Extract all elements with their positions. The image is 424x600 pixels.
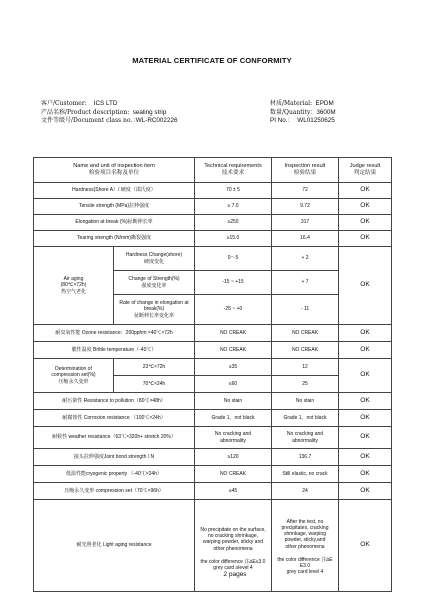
air-aging-strength-item: Change of Strength(%) 强度变化率	[114, 271, 195, 295]
docno-value: :WL-RC002226	[134, 117, 178, 125]
air-aging-elongation-item: Rate of change in elongation at break(%) 扯断伸长率变化率	[114, 295, 195, 325]
product-label: 产品名称/Product description:	[41, 108, 130, 116]
air-aging-judge: OK	[339, 247, 392, 325]
row-req-corrosion: Grade 1，not black	[195, 410, 272, 427]
header-result: Inspection result 检验结果	[272, 158, 339, 183]
row-item-light-aging: 耐光照老化 Light aging resistance	[34, 500, 195, 592]
table-row	[34, 427, 392, 449]
table-row	[34, 449, 392, 466]
air-aging-elongation-result: - 11	[272, 295, 339, 325]
row-result-weather: No cracking and abnormality	[272, 427, 339, 449]
header-item: Name and unit of inspection item 检验项目名称及单位	[34, 158, 195, 183]
row-result-compset2: 24	[272, 483, 339, 500]
row-result-tensile: 9.72	[272, 199, 339, 215]
row-judge-brittle: OK	[339, 342, 392, 359]
air-aging-group-label: Air aging (80℃×72h) 热空气老化	[34, 247, 114, 325]
row-judge-tensile: OK	[339, 199, 392, 215]
row-req-pollution: No stain	[195, 393, 272, 410]
quantity-label: 数量/Quantity：	[270, 108, 317, 116]
product-line	[41, 109, 177, 118]
row-judge-joint: OK	[339, 449, 392, 466]
air-aging-elongation-req: -25 ~ +0	[195, 295, 272, 325]
row-item-tensile: Tensile strength (MPa)拉伸强度	[34, 199, 195, 215]
row-judge-cryogenic: OK	[339, 466, 392, 483]
table-row	[34, 359, 392, 376]
air-aging-strength-req: -15 ~ +15	[195, 271, 272, 295]
quantity-line	[270, 109, 336, 118]
pino-value: WL01250625	[297, 117, 335, 125]
row-result-pollution: No stain	[272, 393, 339, 410]
row-judge-light-aging: OK	[339, 500, 392, 592]
row-result-corrosion: Grade 1，not black	[272, 410, 339, 427]
table-row	[34, 410, 392, 427]
table-header-row	[34, 158, 392, 183]
row-req-tearing: ≥15.0	[195, 231, 272, 247]
header-right-block	[270, 100, 336, 126]
air-aging-strength-result: + 7	[272, 271, 339, 295]
row-result-elongation: 317	[272, 215, 339, 231]
row-req-ozone: NO CREAK	[195, 325, 272, 342]
row-result-brittle: NO CREAK	[272, 342, 339, 359]
compression-70-result: 25	[272, 376, 339, 393]
row-req-hardness: 70 ± 5	[195, 183, 272, 199]
header-left-block	[41, 100, 177, 126]
row-item-hardness: Hardness(Shore A）/ 硬度（邵氏度）	[34, 183, 195, 199]
row-judge-weather: OK	[339, 427, 392, 449]
table-row	[34, 500, 392, 592]
row-req-compset2: ≤45	[195, 483, 272, 500]
row-item-joint: 接头拉伸强度Joint bond strength / N	[34, 449, 195, 466]
row-judge-compset2: OK	[339, 483, 392, 500]
row-req-cryogenic: NO CREAK	[195, 466, 272, 483]
row-judge-corrosion: OK	[339, 410, 392, 427]
docno-line	[41, 117, 177, 126]
table-row	[34, 393, 392, 410]
row-result-hardness: 72	[272, 183, 339, 199]
page-count-label: 2 pages	[223, 571, 247, 579]
material-line	[270, 100, 336, 109]
table-row	[34, 247, 392, 271]
row-req-joint: ≥120	[195, 449, 272, 466]
header-requirements: Technical requirements 技术要求	[195, 158, 272, 183]
table-row	[34, 183, 392, 199]
header-judge: Judge result 判定结果	[339, 158, 392, 183]
row-result-tearing: 16.4	[272, 231, 339, 247]
row-item-pollution: 耐污染性 Resistance to pollution（80℃×48h）	[34, 393, 195, 410]
compression-70-item: 70℃×24h	[114, 376, 195, 393]
table-row	[34, 231, 392, 247]
row-item-elongation: Elongation at break (%)扯断伸长率	[34, 215, 195, 231]
customer-value: ICS LTD	[93, 100, 118, 107]
customer-label: 客户/Customer:	[41, 100, 87, 107]
row-item-brittle: 脆性温度 Brittle temperature（-40℃）	[34, 342, 195, 359]
table-row	[34, 215, 392, 231]
row-item-compset2: 压缩永久变形 compression set（70℃×96h）	[34, 483, 195, 500]
row-req-tensile: ≥ 7.0	[195, 199, 272, 215]
row-item-ozone: 耐臭氧性能 Ozone resistance：200pphm ×40℃×72h	[34, 325, 195, 342]
compression-23-item: 23℃×72h	[114, 359, 195, 376]
row-item-corrosion: 耐腐蚀性 Corrosion resistance （100℃×24h）	[34, 410, 195, 427]
compression-70-req: ≤60	[195, 376, 272, 393]
row-result-light-aging: After the test, no precipitates, cracking shrinkage, warping powder, sticky,and other phenomena the color difference 注∆E E3.0 grey card level 4	[272, 500, 339, 592]
table-row	[34, 342, 392, 359]
row-result-joint: 136.7	[272, 449, 339, 466]
row-result-cryogenic: Still elastic, no crack	[272, 466, 339, 483]
row-item-tearing: Tearing strength (N/mm)撕裂强度	[34, 231, 195, 247]
row-item-weather: 耐候性 weather resistance（63℃×320h+ stretch 20%）	[34, 427, 195, 449]
material-label: 材质/Material:	[270, 100, 313, 107]
material-value: EPDM	[315, 100, 334, 107]
air-aging-hardness-result: + 2	[272, 247, 339, 271]
table-row	[34, 466, 392, 483]
row-item-cryogenic: 低温性能cryogenic property （-40℃×24h）	[34, 466, 195, 483]
quantity-value: 3600M	[316, 108, 336, 116]
pino-line	[270, 117, 336, 126]
customer-line	[41, 100, 177, 109]
pino-label: PI No.：	[270, 117, 294, 125]
row-judge-hardness: OK	[339, 183, 392, 199]
air-aging-hardness-req: 0～5	[195, 247, 272, 271]
compression-group-label: Determination of compression set(%) 压缩永久变形	[34, 359, 114, 393]
compression-23-result: 12	[272, 359, 339, 376]
compression-judge: OK	[339, 359, 392, 393]
row-judge-elongation: OK	[339, 215, 392, 231]
row-judge-tearing: OK	[339, 231, 392, 247]
table-row	[34, 199, 392, 215]
row-judge-ozone: OK	[339, 325, 392, 342]
docno-label: 文件等级号/Document class no.	[41, 117, 133, 125]
compression-23-req: ≤35	[195, 359, 272, 376]
row-req-weather: No cracking and abnormality	[195, 427, 272, 449]
air-aging-hardness-item: Hardness Change(shore) 硬度变化	[114, 247, 195, 271]
document-title: MATERIAL CERTIFICATE OF CONFORMITY	[132, 56, 292, 65]
table-row	[34, 325, 392, 342]
row-req-brittle: NO CREAK	[195, 342, 272, 359]
row-result-ozone: NO CREAK	[272, 325, 339, 342]
table-row	[34, 483, 392, 500]
row-judge-pollution: OK	[339, 393, 392, 410]
row-req-light-aging: No precipitate on the surface, no cracking shrinkage, warping powder, sticky and other phenomena the color difference 注∆E≤3.0 grey card ≥level 4 2 pages	[195, 500, 272, 592]
inspection-table	[33, 157, 392, 592]
row-req-elongation: ≥250	[195, 215, 272, 231]
product-value: sealing strip	[132, 108, 167, 116]
